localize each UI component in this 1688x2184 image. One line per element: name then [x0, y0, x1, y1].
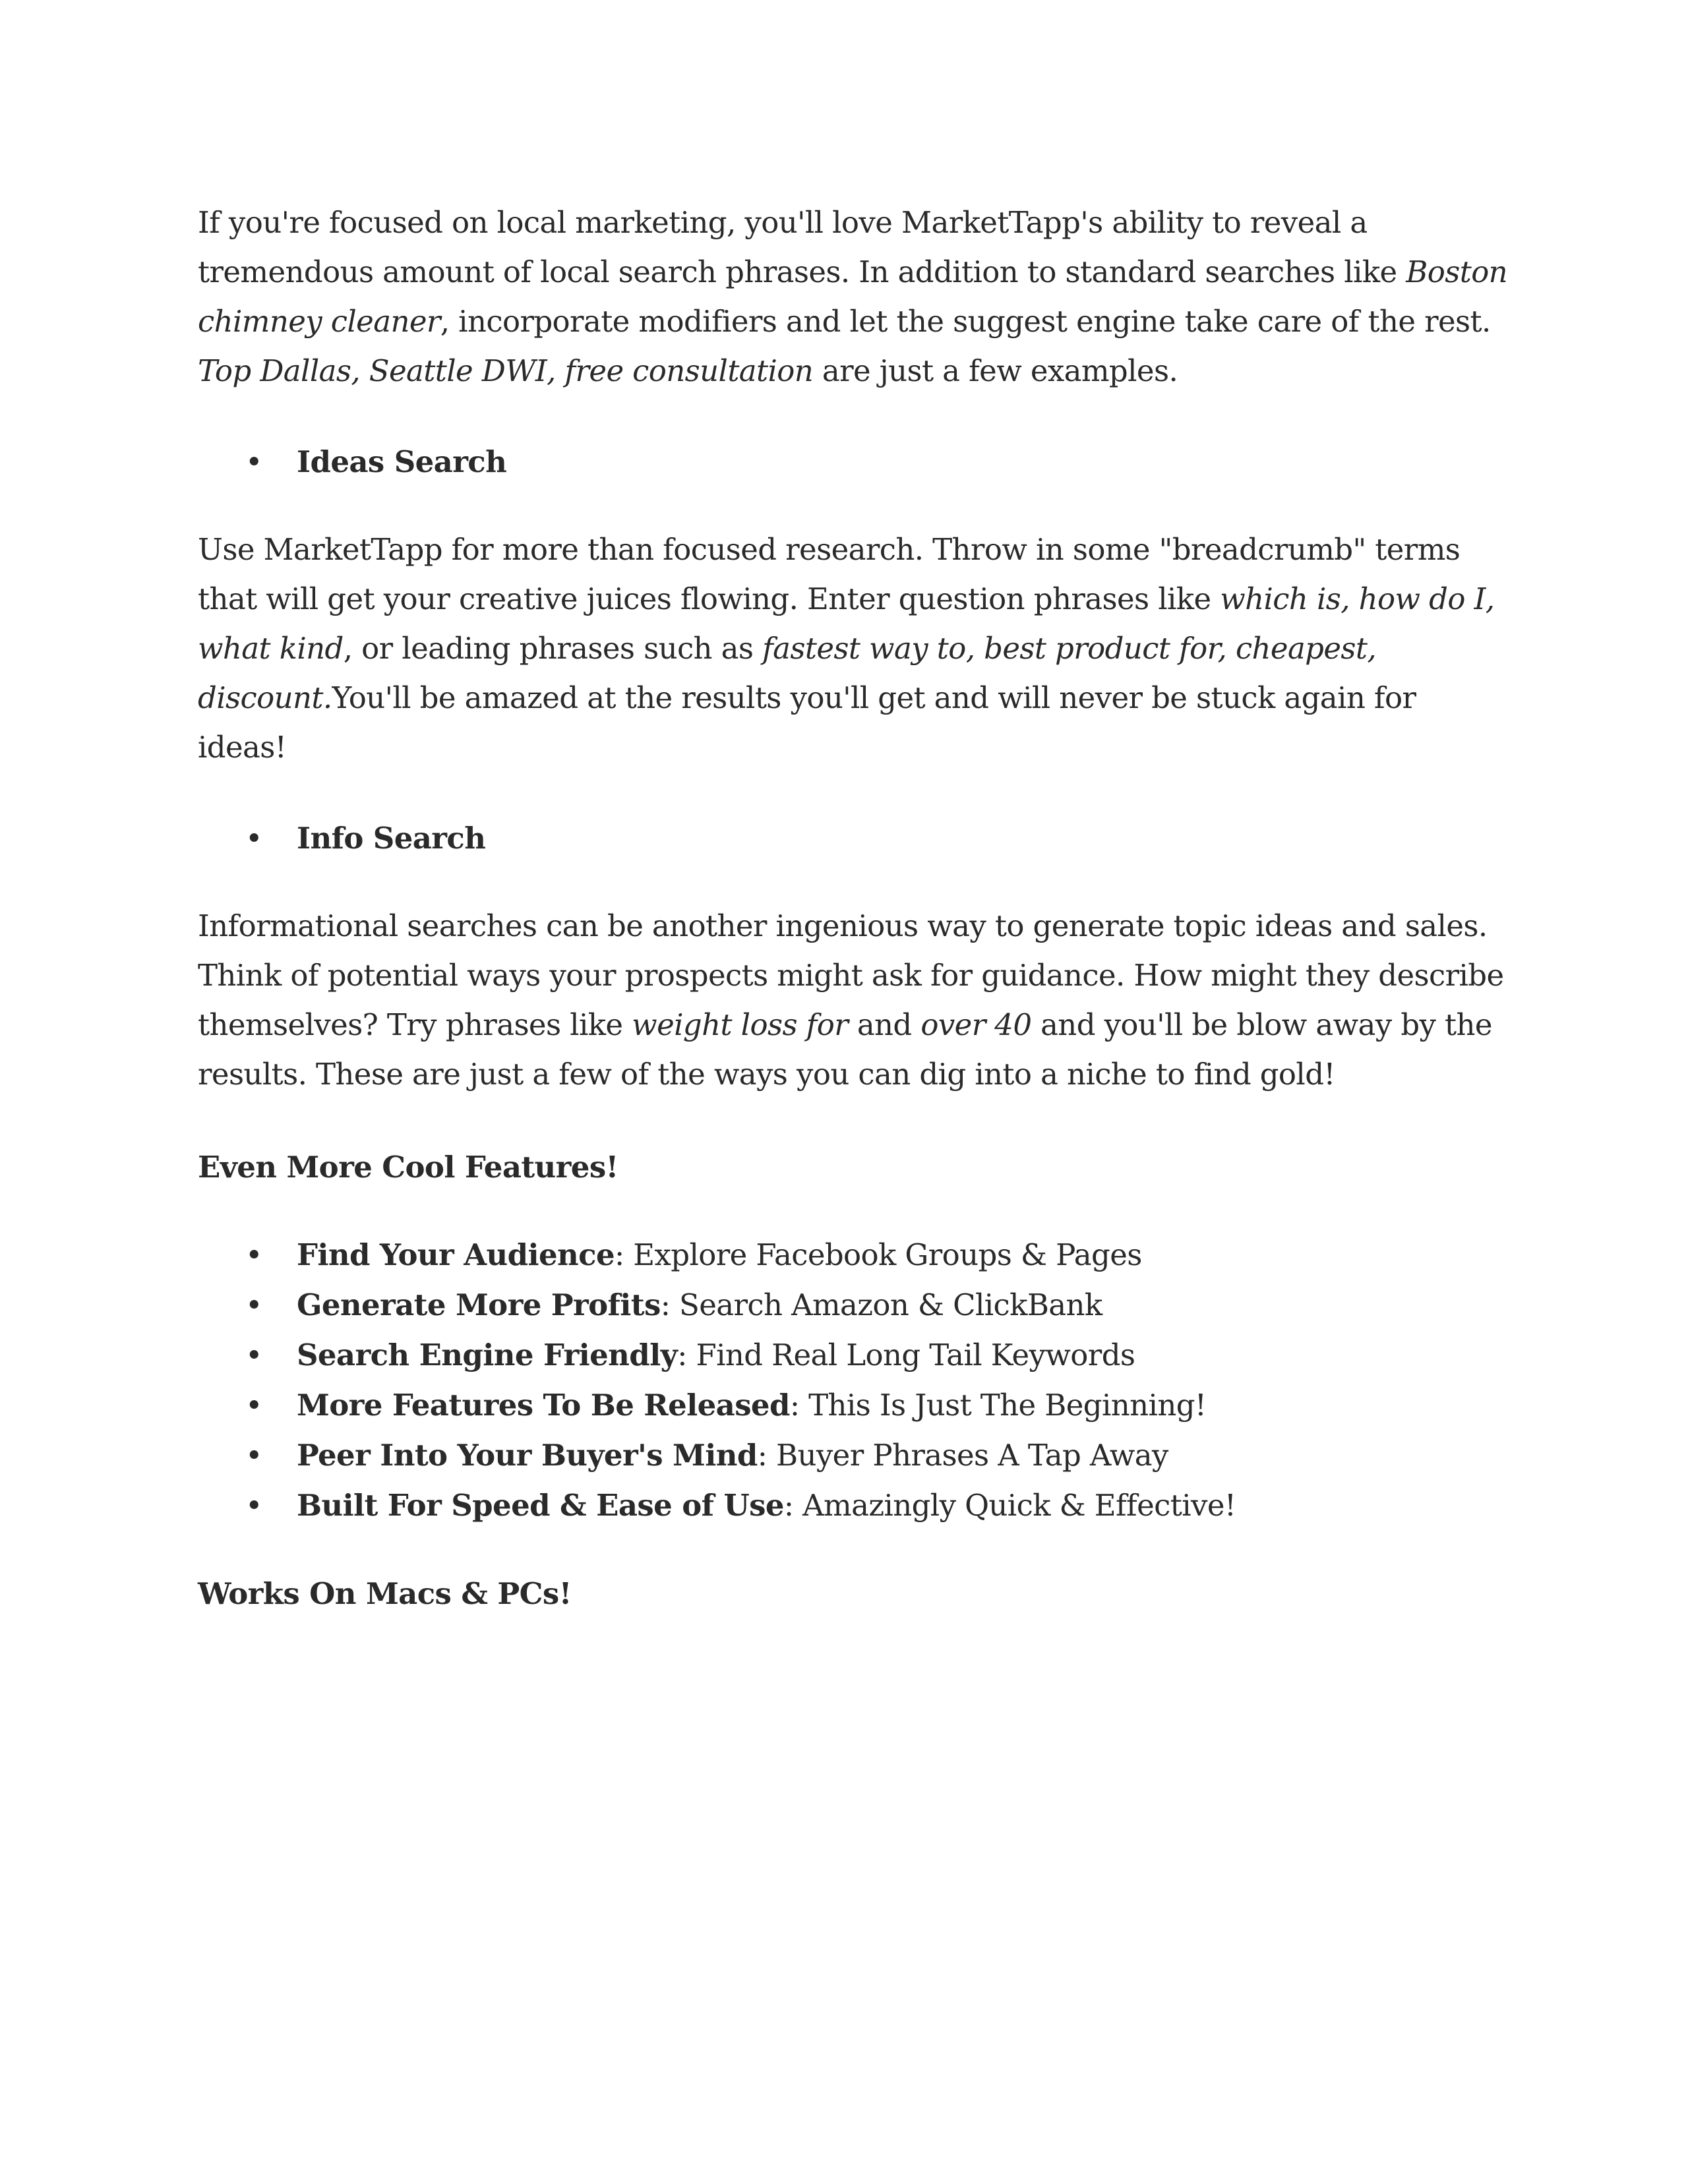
- feature-desc: : This Is Just The Beginning!: [789, 1388, 1207, 1423]
- info-search-heading-text: Info Search: [297, 821, 486, 856]
- features-heading: Even More Cool Features!: [198, 1150, 618, 1185]
- info-text-3: and you'll be blow away by the results. These are just a few of the ways you can dig into a niche to find gold!: [198, 1007, 1492, 1092]
- ideas-text-2: , or leading phrases such as: [343, 631, 763, 666]
- info-search-bullet-list: [198, 813, 1510, 863]
- info-italic-2: over 40: [920, 1007, 1032, 1042]
- footer-heading: Works On Macs & PCs!: [198, 1576, 572, 1611]
- ideas-paragraph: [198, 525, 1510, 772]
- ideas-text-3: You'll be amazed at the results you'll get and will never be stuck again for ideas!: [198, 680, 1416, 765]
- ideas-italic-2: fastest way to, best product for, cheapest, discount.: [198, 631, 1377, 715]
- feature-title: Search Engine Friendly: [297, 1338, 678, 1372]
- info-text-2: and: [848, 1007, 921, 1042]
- intro-italic-1: Boston chimney cleaner: [198, 254, 1508, 339]
- ideas-text-1: Use MarketTapp for more than focused research. Throw in some "breadcrumb" terms that will get your creative juices flowing. Enter question phrases like: [198, 532, 1461, 616]
- document-page: [198, 198, 1510, 1618]
- feature-desc: : Explore Facebook Groups & Pages: [614, 1237, 1142, 1272]
- feature-item: [198, 1380, 1510, 1431]
- feature-title: Built For Speed & Ease of Use: [297, 1488, 784, 1523]
- feature-item: [198, 1280, 1510, 1330]
- bullet-icon: •: [245, 821, 262, 856]
- ideas-search-heading: [198, 437, 1510, 487]
- bullet-icon: •: [245, 1488, 262, 1523]
- ideas-italic-1: which is, how do I, what kind: [198, 581, 1495, 666]
- intro-text-1: If you're focused on local marketing, you'll love MarketTapp's ability to reveal a tremendous amount of local search phrases. In addition to standard searches like: [198, 205, 1406, 289]
- bullet-icon: •: [245, 1438, 262, 1473]
- bullet-icon: •: [245, 1388, 262, 1423]
- features-list: [198, 1230, 1510, 1531]
- bullet-icon: •: [245, 1237, 262, 1272]
- ideas-search-bullet-list: [198, 437, 1510, 487]
- feature-desc: : Find Real Long Tail Keywords: [677, 1338, 1135, 1372]
- feature-desc: : Buyer Phrases A Tap Away: [757, 1438, 1168, 1473]
- feature-desc: : Search Amazon & ClickBank: [660, 1287, 1102, 1322]
- feature-title: Peer Into Your Buyer's Mind: [297, 1438, 758, 1473]
- intro-italic-2: Top Dallas, Seattle DWI, free consultation: [198, 353, 814, 388]
- info-paragraph: [198, 901, 1510, 1099]
- feature-item: [198, 1431, 1510, 1481]
- feature-title: Generate More Profits: [297, 1287, 661, 1322]
- info-search-heading: [198, 813, 1510, 863]
- feature-title: Find Your Audience: [297, 1237, 615, 1272]
- ideas-search-heading-text: Ideas Search: [297, 444, 507, 479]
- info-text-1: Informational searches can be another ingenious way to generate topic ideas and sales. Think of potential ways your prospects might ask for guidance. How might they describe themselves? Try phrases like: [198, 908, 1504, 1042]
- bullet-icon: •: [245, 444, 262, 479]
- info-italic-1: weight loss for: [632, 1007, 849, 1042]
- intro-text-3: are just a few examples.: [813, 353, 1178, 388]
- intro-text-2: , incorporate modifiers and let the suggest engine take care of the rest.: [440, 304, 1491, 339]
- bullet-icon: •: [245, 1287, 262, 1322]
- intro-paragraph: [198, 198, 1510, 396]
- bullet-icon: •: [245, 1338, 262, 1372]
- feature-item: [198, 1481, 1510, 1531]
- feature-item: [198, 1230, 1510, 1280]
- feature-desc: : Amazingly Quick & Effective!: [783, 1488, 1236, 1523]
- feature-title: More Features To Be Released: [297, 1388, 790, 1423]
- feature-item: [198, 1330, 1510, 1380]
